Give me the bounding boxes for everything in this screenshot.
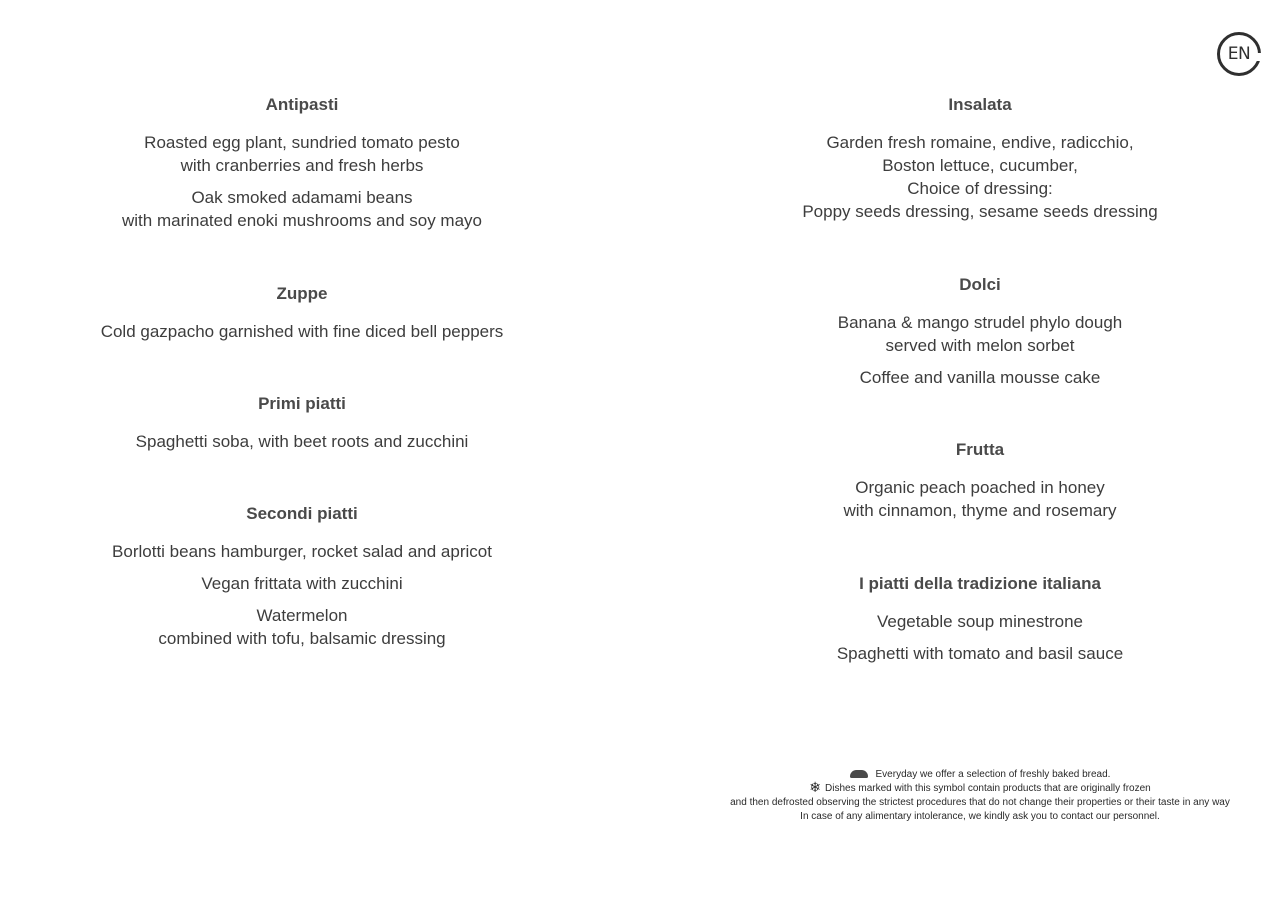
menu-item-line: with cinnamon, thyme and rosemary (843, 501, 1117, 520)
section-heading: I piatti della tradizione italiana (859, 574, 1101, 593)
frozen-note-continued: and then defrosted observing the strictest procedures that do not change their properties or their taste in any way (730, 797, 1230, 808)
section-insalata (720, 95, 1240, 232)
intolerance-note: In case of any alimentary intolerance, we kindly ask you to contact our personnel. (800, 811, 1160, 822)
menu-item-line: Garden fresh romaine, endive, radicchio, (826, 133, 1134, 152)
section-heading: Secondi piatti (246, 504, 358, 523)
section-heading: Frutta (955, 440, 1005, 459)
section-antipasti (40, 95, 564, 241)
frozen-note-text: Dishes marked with this symbol contain products that are originally frozen (825, 783, 1151, 794)
section-heading: Dolci (959, 275, 1001, 294)
menu-item-line: Vegan frittata with zucchini (201, 574, 403, 593)
menu-item-line: Cold gazpacho garnished with fine diced bell peppers (100, 322, 504, 341)
menu-item (40, 604, 564, 650)
menu-item-line: Borlotti beans hamburger, rocket salad and apricot (112, 542, 492, 561)
menu-item-line: Vegetable soup minestrone (876, 612, 1084, 631)
menu-item-line: Oak smoked adamami beans (191, 188, 413, 207)
menu-item-line: Spaghetti soba, with beet roots and zucchini (135, 432, 469, 451)
menu-item (720, 131, 1240, 223)
menu-item-line: Coffee and vanilla mousse cake (859, 368, 1101, 387)
bread-note (700, 768, 1260, 782)
menu-item (720, 311, 1240, 357)
menu-item-line: Boston lettuce, cucumber, (882, 156, 1078, 175)
language-badge[interactable]: EN (1217, 32, 1261, 76)
menu-item (40, 572, 564, 595)
menu-item-line: Roasted egg plant, sundried tomato pesto (144, 133, 460, 152)
menu-item-line: Watermelon (256, 606, 348, 625)
menu-item (40, 430, 564, 453)
menu-item-line: Choice of dressing: (907, 179, 1053, 198)
menu-item-line: served with melon sorbet (885, 336, 1075, 355)
menu-item (40, 320, 564, 343)
menu-item-line: with marinated enoki mushrooms and soy mayo (122, 211, 482, 230)
menu-item-line: Spaghetti with tomato and basil sauce (836, 644, 1124, 663)
menu-item (40, 186, 564, 232)
menu-item (720, 642, 1240, 665)
section-frutta (720, 440, 1240, 531)
section-heading: Insalata (948, 95, 1012, 114)
menu-item-line: Organic peach poached in honey (855, 478, 1105, 497)
section-primi-piatti (40, 394, 564, 462)
section-heading: Antipasti (265, 95, 339, 114)
bread-note-text: Everyday we offer a selection of freshly baked bread. (875, 769, 1111, 780)
menu-item (720, 476, 1240, 522)
menu-item-line: Banana & mango strudel phylo dough (837, 313, 1123, 332)
menu-item-line: combined with tofu, balsamic dressing (158, 629, 446, 648)
section-tradizione-italiana (720, 574, 1240, 674)
section-heading: Zuppe (276, 284, 328, 303)
section-dolci (720, 275, 1240, 398)
footer-notes (700, 768, 1260, 824)
snowflake-icon: ❄ (809, 779, 822, 795)
section-zuppe (40, 284, 564, 352)
menu-item-line: with cranberries and fresh herbs (180, 156, 424, 175)
menu-item (40, 131, 564, 177)
frozen-note (700, 779, 1260, 796)
section-secondi-piatti (40, 504, 564, 659)
menu-item (40, 540, 564, 563)
menu-item-line: Poppy seeds dressing, sesame seeds dressing (802, 202, 1158, 221)
bread-icon (850, 770, 868, 778)
menu-item (720, 610, 1240, 633)
menu-item (720, 366, 1240, 389)
section-heading: Primi piatti (258, 394, 346, 413)
